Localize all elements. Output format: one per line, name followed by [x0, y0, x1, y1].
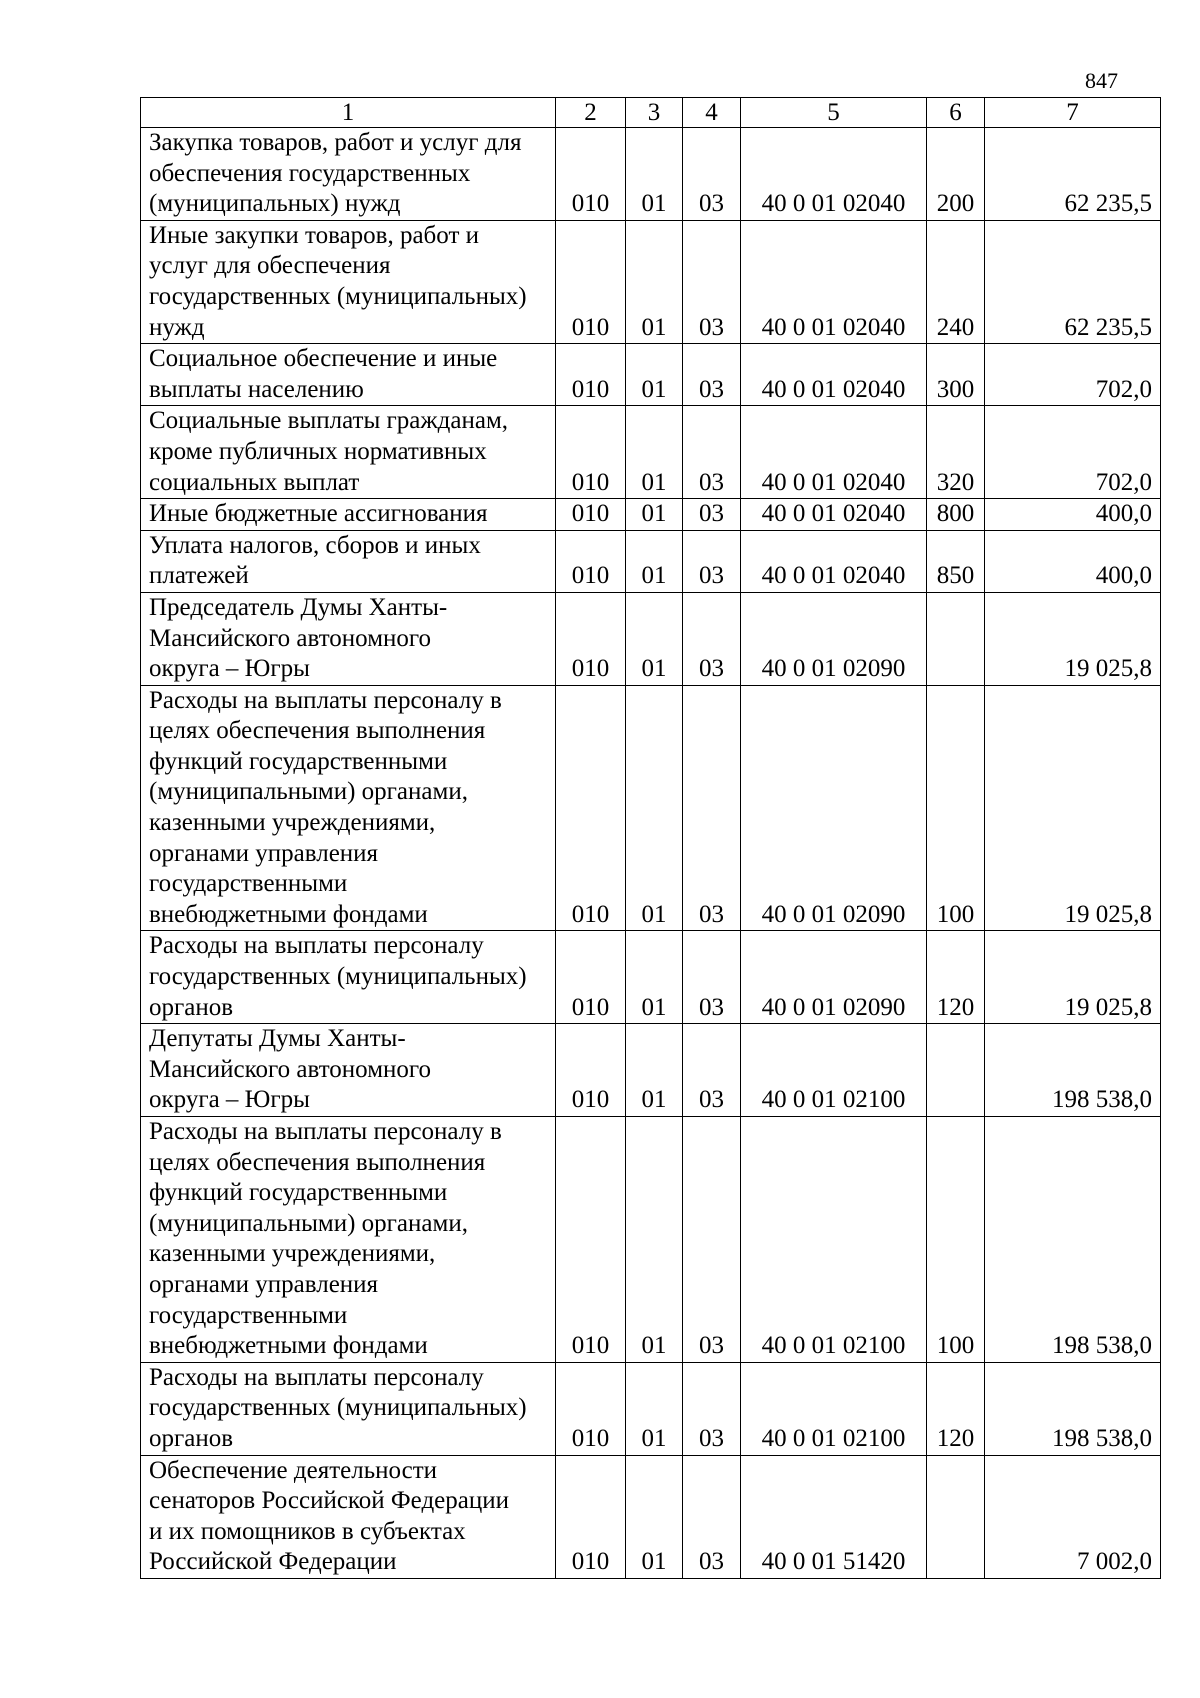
table-header-row	[141, 98, 1161, 128]
row-name-cell: Расходы на выплаты персоналу государственных (муниципальных) органов	[141, 1362, 556, 1455]
row-target-article-cell: 40 0 01 02040	[741, 344, 927, 406]
table-row	[141, 1455, 1161, 1578]
row-subsection-cell: 03	[683, 499, 741, 531]
row-target-article-cell: 40 0 01 02040	[741, 220, 927, 343]
row-section-cell: 01	[626, 1362, 683, 1455]
table-row	[141, 530, 1161, 592]
row-target-article-cell: 40 0 01 02100	[741, 1024, 927, 1117]
row-amount-cell: 62 235,5	[985, 128, 1161, 221]
row-expense-type-cell: 300	[927, 344, 985, 406]
row-name-cell: Расходы на выплаты персоналу в целях обеспечения выполнения функций государственными (муниципальными) органами, казенными учреждениями, органами управления государственными внебюджетными фондами	[141, 1117, 556, 1363]
row-name-cell: Депутаты Думы Ханты- Мансийского автономного округа – Югры	[141, 1024, 556, 1117]
page-number: 847	[1085, 68, 1118, 93]
row-code-cell: 010	[556, 1455, 626, 1578]
row-amount-cell: 198 538,0	[985, 1117, 1161, 1363]
row-target-article-cell: 40 0 01 02040	[741, 499, 927, 531]
table-row	[141, 344, 1161, 406]
table-row	[141, 499, 1161, 531]
table-row	[141, 406, 1161, 499]
row-amount-cell: 19 025,8	[985, 592, 1161, 685]
column-header: 7	[985, 98, 1161, 128]
table-body	[141, 98, 1161, 1579]
row-subsection-cell: 03	[683, 220, 741, 343]
table-row	[141, 220, 1161, 343]
row-subsection-cell: 03	[683, 1455, 741, 1578]
row-expense-type-cell	[927, 1455, 985, 1578]
row-code-cell: 010	[556, 499, 626, 531]
row-subsection-cell: 03	[683, 530, 741, 592]
row-section-cell: 01	[626, 685, 683, 931]
row-expense-type-cell: 120	[927, 1362, 985, 1455]
row-section-cell: 01	[626, 220, 683, 343]
row-code-cell: 010	[556, 1362, 626, 1455]
row-section-cell: 01	[626, 344, 683, 406]
row-amount-cell: 702,0	[985, 344, 1161, 406]
row-expense-type-cell: 240	[927, 220, 985, 343]
row-target-article-cell: 40 0 01 02040	[741, 406, 927, 499]
table-row	[141, 1117, 1161, 1363]
column-header: 4	[683, 98, 741, 128]
row-expense-type-cell: 800	[927, 499, 985, 531]
row-amount-cell: 198 538,0	[985, 1024, 1161, 1117]
row-expense-type-cell: 320	[927, 406, 985, 499]
row-expense-type-cell: 200	[927, 128, 985, 221]
row-name-cell: Социальные выплаты гражданам, кроме публичных нормативных социальных выплат	[141, 406, 556, 499]
row-section-cell: 01	[626, 406, 683, 499]
row-code-cell: 010	[556, 220, 626, 343]
row-expense-type-cell: 850	[927, 530, 985, 592]
row-name-cell: Расходы на выплаты персоналу в целях обеспечения выполнения функций государственными (муниципальными) органами, казенными учреждениями, органами управления государственными внебюджетными фондами	[141, 685, 556, 931]
row-subsection-cell: 03	[683, 406, 741, 499]
row-target-article-cell: 40 0 01 02040	[741, 530, 927, 592]
row-subsection-cell: 03	[683, 344, 741, 406]
row-expense-type-cell: 100	[927, 685, 985, 931]
column-header: 3	[626, 98, 683, 128]
row-subsection-cell: 03	[683, 592, 741, 685]
row-code-cell: 010	[556, 931, 626, 1024]
row-amount-cell: 7 002,0	[985, 1455, 1161, 1578]
row-subsection-cell: 03	[683, 685, 741, 931]
row-code-cell: 010	[556, 530, 626, 592]
row-name-cell: Обеспечение деятельности сенаторов Российской Федерации и их помощников в субъектах Российской Федерации	[141, 1455, 556, 1578]
row-subsection-cell: 03	[683, 931, 741, 1024]
row-amount-cell: 400,0	[985, 530, 1161, 592]
row-section-cell: 01	[626, 499, 683, 531]
row-section-cell: 01	[626, 1455, 683, 1578]
table-row	[141, 128, 1161, 221]
column-header: 6	[927, 98, 985, 128]
row-name-cell: Председатель Думы Ханты- Мансийского автономного округа – Югры	[141, 592, 556, 685]
table-row	[141, 685, 1161, 931]
row-name-cell: Иные бюджетные ассигнования	[141, 499, 556, 531]
row-subsection-cell: 03	[683, 1024, 741, 1117]
row-code-cell: 010	[556, 1024, 626, 1117]
row-code-cell: 010	[556, 406, 626, 499]
row-name-cell: Иные закупки товаров, работ и услуг для обеспечения государственных (муниципальных) нужд	[141, 220, 556, 343]
row-target-article-cell: 40 0 01 02090	[741, 931, 927, 1024]
row-code-cell: 010	[556, 685, 626, 931]
row-name-cell: Закупка товаров, работ и услуг для обеспечения государственных (муниципальных) нужд	[141, 128, 556, 221]
row-amount-cell: 19 025,8	[985, 931, 1161, 1024]
row-target-article-cell: 40 0 01 02090	[741, 685, 927, 931]
row-code-cell: 010	[556, 1117, 626, 1363]
row-amount-cell: 198 538,0	[985, 1362, 1161, 1455]
row-code-cell: 010	[556, 592, 626, 685]
row-name-cell: Социальное обеспечение и иные выплаты населению	[141, 344, 556, 406]
row-target-article-cell: 40 0 01 51420	[741, 1455, 927, 1578]
row-expense-type-cell	[927, 1024, 985, 1117]
table-row	[141, 592, 1161, 685]
row-subsection-cell: 03	[683, 1117, 741, 1363]
row-section-cell: 01	[626, 1024, 683, 1117]
row-expense-type-cell: 120	[927, 931, 985, 1024]
row-target-article-cell: 40 0 01 02040	[741, 128, 927, 221]
row-amount-cell: 19 025,8	[985, 685, 1161, 931]
row-expense-type-cell: 100	[927, 1117, 985, 1363]
row-section-cell: 01	[626, 128, 683, 221]
row-amount-cell: 62 235,5	[985, 220, 1161, 343]
row-target-article-cell: 40 0 01 02090	[741, 592, 927, 685]
row-code-cell: 010	[556, 344, 626, 406]
budget-table	[140, 97, 1161, 1579]
table-row	[141, 1024, 1161, 1117]
row-section-cell: 01	[626, 530, 683, 592]
row-name-cell: Расходы на выплаты персоналу государственных (муниципальных) органов	[141, 931, 556, 1024]
row-expense-type-cell	[927, 592, 985, 685]
row-section-cell: 01	[626, 931, 683, 1024]
row-section-cell: 01	[626, 592, 683, 685]
column-header: 5	[741, 98, 927, 128]
row-section-cell: 01	[626, 1117, 683, 1363]
column-header: 2	[556, 98, 626, 128]
column-header: 1	[141, 98, 556, 128]
row-amount-cell: 702,0	[985, 406, 1161, 499]
table-row	[141, 931, 1161, 1024]
table-row	[141, 1362, 1161, 1455]
row-target-article-cell: 40 0 01 02100	[741, 1117, 927, 1363]
row-subsection-cell: 03	[683, 1362, 741, 1455]
row-name-cell: Уплата налогов, сборов и иных платежей	[141, 530, 556, 592]
row-code-cell: 010	[556, 128, 626, 221]
row-target-article-cell: 40 0 01 02100	[741, 1362, 927, 1455]
row-amount-cell: 400,0	[985, 499, 1161, 531]
row-subsection-cell: 03	[683, 128, 741, 221]
